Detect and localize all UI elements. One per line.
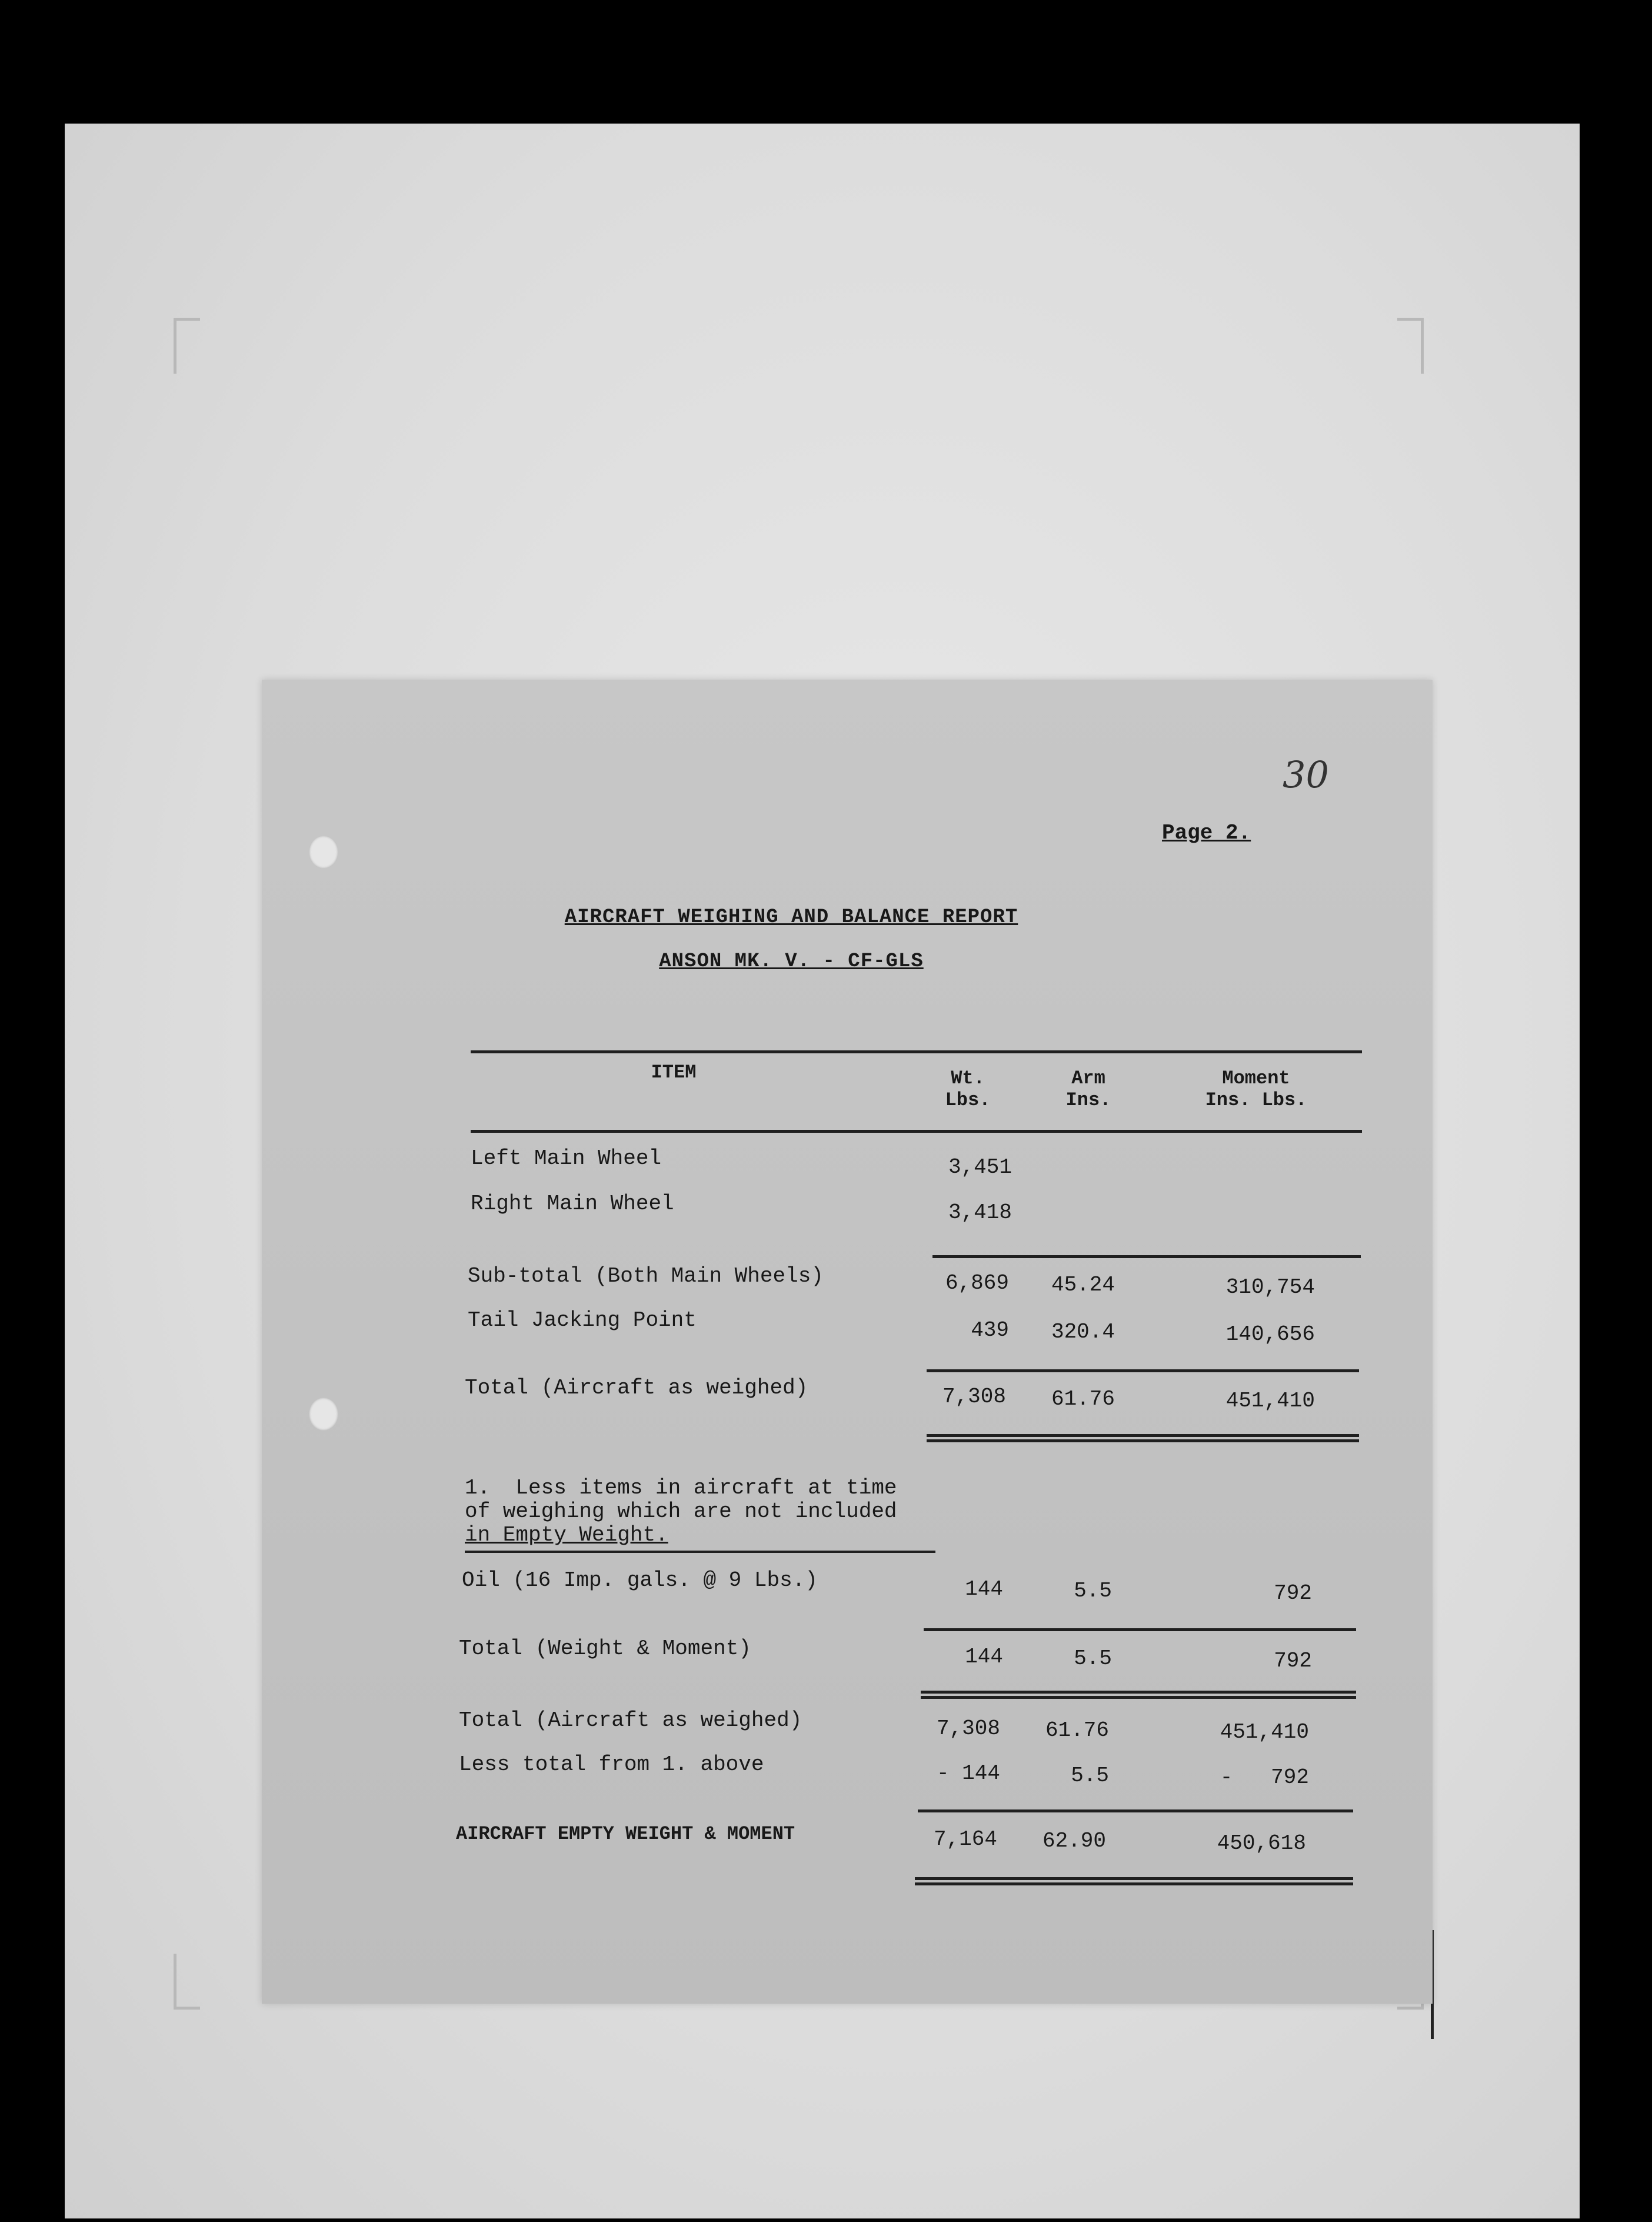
row-weight: 7,308 (942, 1385, 1006, 1409)
header-weight-line2: Lbs. (945, 1089, 991, 1111)
row-moment: 451,410 (1225, 1389, 1315, 1413)
oil-double-rule (921, 1691, 1356, 1699)
row-moment: - 792 (1220, 1765, 1309, 1789)
row-moment: 451,410 (1220, 1720, 1309, 1744)
header-arm-line1: Arm (1071, 1067, 1105, 1089)
punch-hole-lower (309, 1398, 338, 1431)
row-weight: - 144 (936, 1761, 1000, 1785)
row-item: Tail Jacking Point (468, 1308, 697, 1332)
header-item: ITEM (651, 1062, 697, 1083)
row-weight: 7,308 (936, 1717, 1000, 1741)
table-top-rule (471, 1050, 1362, 1053)
row-arm: 5.5 (1071, 1764, 1109, 1788)
row-item: Total (Weight & Moment) (459, 1636, 751, 1661)
row-item: Total (Aircraft as weighed) (459, 1708, 802, 1732)
report-subtitle: ANSON MK. V. - CF-GLS (659, 950, 924, 973)
crop-mark-top-right (1397, 318, 1424, 374)
row-weight: 439 (971, 1318, 1009, 1342)
row-moment: 792 (1274, 1649, 1312, 1673)
total-rule (927, 1369, 1359, 1372)
row-item: Oil (16 Imp. gals. @ 9 Lbs.) (462, 1568, 818, 1592)
header-bottom-rule (471, 1130, 1362, 1133)
row-item: Less total from 1. above (459, 1752, 764, 1777)
report-title: AIRCRAFT WEIGHING AND BALANCE REPORT (564, 906, 1018, 929)
row-weight: 144 (965, 1645, 1003, 1669)
row-moment: 140,656 (1225, 1322, 1315, 1346)
row-item: Sub-total (Both Main Wheels) (468, 1264, 824, 1288)
row-weight: 144 (965, 1577, 1003, 1601)
row-arm: 5.5 (1074, 1579, 1112, 1603)
row-arm: 5.5 (1074, 1646, 1112, 1671)
deduction-note-line2: of weighing which are not included (465, 1499, 897, 1524)
row-weight: 3,451 (948, 1155, 1012, 1179)
page-number-label: Page 2. (1162, 821, 1251, 845)
deduction-note-line3: in Empty Weight. (465, 1523, 668, 1547)
header-moment-line1: Moment (1222, 1067, 1290, 1089)
final-double-rule (915, 1877, 1353, 1885)
deduction-note-line1: 1. Less items in aircraft at time (465, 1476, 897, 1500)
header-moment-line2: Ins. Lbs. (1205, 1089, 1307, 1111)
row-item: Total (Aircraft as weighed) (465, 1376, 808, 1400)
row-item-final: AIRCRAFT EMPTY WEIGHT & MOMENT (456, 1823, 795, 1845)
report-sheet (262, 680, 1433, 2004)
handwritten-folio-number: 30 (1283, 753, 1329, 796)
row-moment: 450,618 (1217, 1831, 1306, 1855)
crop-mark-bottom-left (174, 1954, 200, 2010)
final-rule (918, 1809, 1353, 1812)
header-moment (1180, 1068, 1333, 1112)
header-weight-line1: Wt. (951, 1067, 985, 1089)
row-moment: 310,754 (1225, 1275, 1315, 1299)
row-arm: 61.76 (1045, 1718, 1109, 1742)
total-double-rule (927, 1434, 1359, 1442)
row-arm: 61.76 (1051, 1387, 1115, 1411)
row-weight: 6,869 (945, 1271, 1009, 1295)
row-arm: 62.90 (1042, 1829, 1106, 1853)
row-item: Left Main Wheel (471, 1146, 662, 1170)
crop-mark-top-left (174, 318, 200, 374)
microfilm-mount (65, 124, 1580, 2218)
row-moment: 792 (1274, 1581, 1312, 1605)
subtotal-rule (932, 1255, 1361, 1258)
header-arm-line2: Ins. (1065, 1089, 1111, 1111)
row-arm: 45.24 (1051, 1273, 1115, 1297)
row-arm: 320.4 (1051, 1320, 1115, 1344)
oil-total-rule (924, 1628, 1356, 1631)
header-weight (927, 1068, 1009, 1112)
note-underline (465, 1551, 935, 1553)
punch-hole-upper (309, 836, 338, 869)
row-item: Right Main Wheel (471, 1192, 674, 1216)
header-arm (1044, 1068, 1133, 1112)
row-weight: 7,164 (933, 1827, 997, 1851)
row-weight: 3,418 (948, 1200, 1012, 1225)
